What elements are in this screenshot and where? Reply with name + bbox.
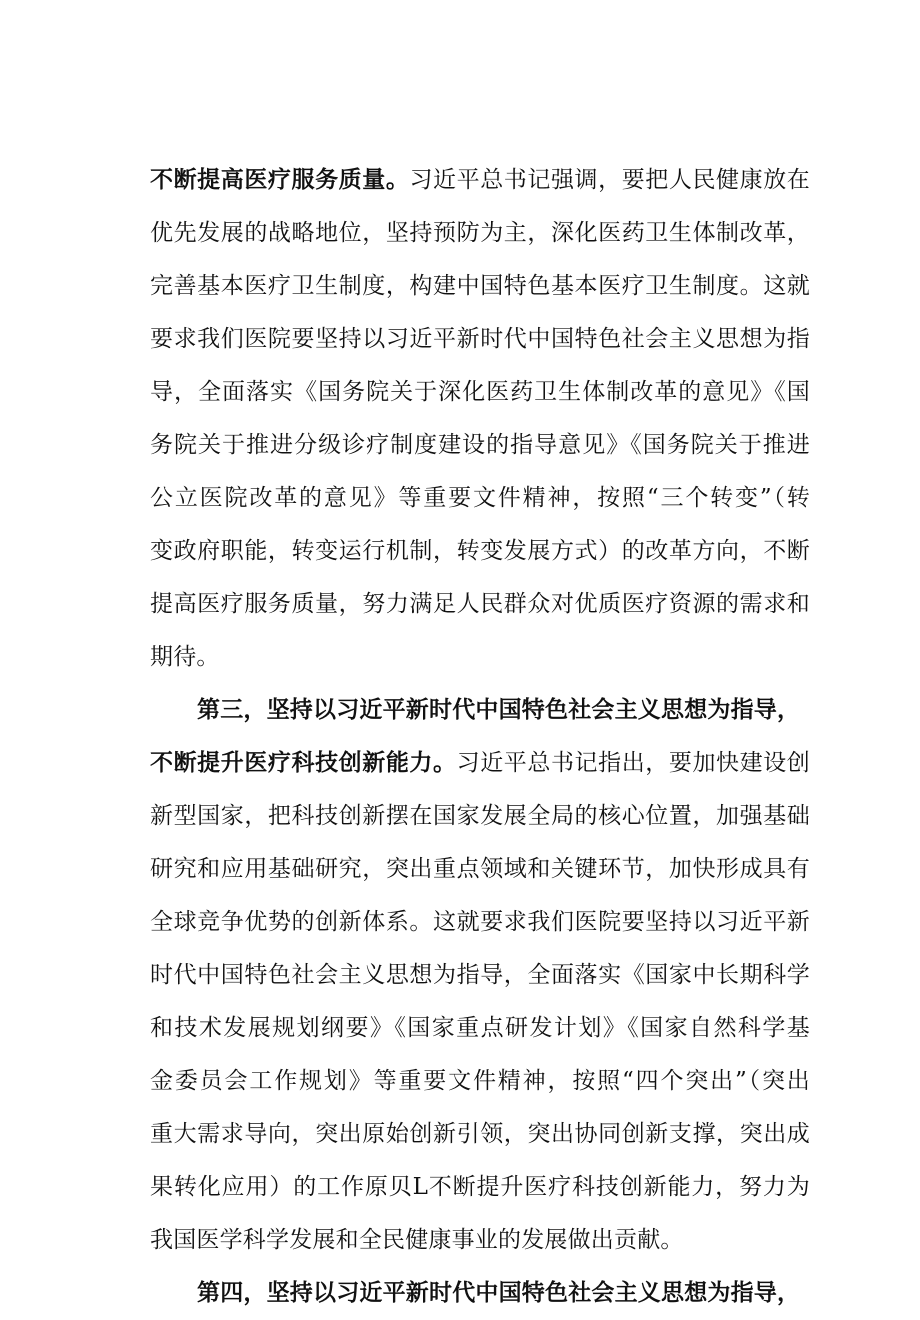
text-line: 金委员会工作规划》等重要文件精神，按照“四个突出”（突出 <box>150 1068 810 1094</box>
text-line: 重大需求导向，突出原始创新引领，突出协同创新支撑，突出成 <box>150 1121 810 1147</box>
bold-heading: 第三，坚持以习近平新时代中国特色社会主义思想为指导， <box>197 697 801 723</box>
text-line-last: 我国医学科学发展和全民健康事业的发展做出贡献。 <box>150 1227 684 1253</box>
text-line: 导，全面落实《国务院关于深化医药卫生体制改革的意见》《国 <box>150 379 810 405</box>
text-line: 新型国家，把科技创新摆在国家发展全局的核心位置，加强基础 <box>150 803 810 829</box>
text-line: 时代中国特色社会主义思想为指导，全面落实《国家中长期科学 <box>150 962 810 988</box>
text-line: 提高医疗服务质量，努力满足人民群众对优质医疗资源的需求和 <box>150 591 810 617</box>
paragraph-heading <box>150 1267 810 1320</box>
text-line-last: 期待。 <box>150 644 220 670</box>
paragraph-heading <box>150 684 810 737</box>
text-line: 务院关于推进分级诊疗制度建设的指导意见》《国务院关于推进 <box>150 432 810 458</box>
text-line: 优先发展的战略地位，坚持预防为主，深化医药卫生体制改革， <box>150 220 810 246</box>
text-line: 要求我们医院要坚持以习近平新时代中国特色社会主义思想为指 <box>150 326 810 352</box>
text-line: 和技术发展规划纲要》《国家重点研发计划》《国家自然科学基 <box>150 1015 810 1041</box>
bold-lead: 不断提高医疗服务质量。 <box>150 167 410 193</box>
bold-lead: 不断提升医疗科技创新能力。 <box>150 750 457 776</box>
text-line: 果转化应用）的工作原贝L不断提升医疗科技创新能力，努力为 <box>150 1174 810 1200</box>
text-line: 公立医院改革的意见》等重要文件精神，按照“三个转变”（转 <box>150 485 810 511</box>
document-page <box>150 154 810 1320</box>
bold-heading: 第四，坚持以习近平新时代中国特色社会主义思想为指导， <box>197 1280 801 1306</box>
text-line: 完善基本医疗卫生制度，构建中国特色基本医疗卫生制度。这就 <box>150 273 810 299</box>
text-line: 变政府职能，转变运行机制，转变发展方式）的改革方向，不断 <box>150 538 810 564</box>
text-line: 研究和应用基础研究，突出重点领域和关键环节，加快形成具有 <box>150 856 810 882</box>
text-line: 不断提高医疗服务质量。习近平总书记强调，要把人民健康放在 <box>150 167 810 193</box>
text-line: 全球竞争优势的创新体系。这就要求我们医院要坚持以习近平新 <box>150 909 810 935</box>
text-line: 不断提升医疗科技创新能力。习近平总书记指出，要加快建设创 <box>150 750 810 776</box>
